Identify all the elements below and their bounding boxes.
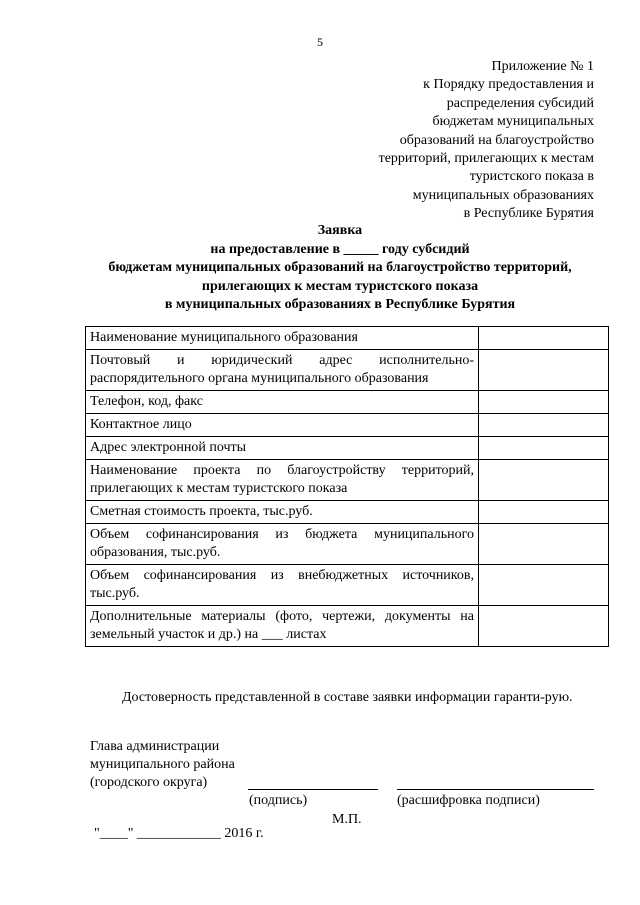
title-line: в муниципальных образованиях в Республике Бурятия	[164, 297, 516, 313]
row-value-extrabudgetary-cofinancing[interactable]	[479, 565, 609, 606]
title-line: на предоставление в _____ году субсидий	[210, 241, 470, 257]
appendix-line: муниципальных образованиях	[412, 187, 594, 203]
row-value-municipality-name[interactable]	[479, 327, 609, 350]
transcript-caption: (расшифровка подписи)	[397, 793, 540, 808]
signer-block	[90, 738, 235, 792]
application-form-table	[85, 326, 609, 647]
row-label-project-name: Наименование проекта по благоустройству территорий, прилегающих к местам туристского показа	[86, 460, 479, 501]
appendix-header	[379, 58, 594, 224]
appendix-line: территорий, прилегающих к местам	[378, 151, 594, 167]
row-label-additional-materials: Дополнительные материалы (фото, чертежи, документы на земельный участок и др.) на ___ листах	[86, 606, 479, 647]
row-label-extrabudgetary-cofinancing: Объем софинансирования из внебюджетных источников, тыс.руб.	[86, 565, 479, 606]
signature-caption: (подпись)	[249, 793, 308, 808]
document-title	[0, 222, 640, 315]
signer-line: (городского округа)	[90, 775, 208, 790]
appendix-line: распределения субсидий	[446, 95, 594, 111]
stamp-placeholder: М.П.	[332, 812, 362, 827]
date-line: "____" ____________ 2016 г.	[94, 826, 264, 841]
signature-transcript-line[interactable]	[397, 789, 594, 790]
signer-line: Глава администрации	[90, 739, 220, 754]
row-label-municipal-cofinancing: Объем софинансирования из бюджета муниципального образования, тыс.руб.	[86, 524, 479, 565]
row-value-project-name[interactable]	[479, 460, 609, 501]
table-row	[86, 327, 609, 350]
row-label-phone: Телефон, код, факс	[86, 391, 479, 414]
table-row	[86, 460, 609, 501]
signature-line[interactable]	[248, 789, 378, 790]
appendix-line: в Республике Бурятия	[463, 206, 594, 222]
title-line: Заявка	[317, 223, 363, 238]
title-line: прилегающих к местам туристского показа	[201, 278, 479, 294]
table-row	[86, 414, 609, 437]
table-row	[86, 501, 609, 524]
appendix-line: бюджетам муниципальных	[432, 114, 594, 130]
reliability-statement-text: Достоверность представленной в составе заявки информации гаранти-рую.	[122, 690, 573, 705]
table-row	[86, 391, 609, 414]
row-label-municipality-name: Наименование муниципального образования	[86, 327, 479, 350]
row-value-phone[interactable]	[479, 391, 609, 414]
signer-line: муниципального района	[90, 757, 235, 772]
row-value-contact-person[interactable]	[479, 414, 609, 437]
reliability-statement	[90, 688, 598, 708]
appendix-line: к Порядку предоставления и	[423, 77, 594, 93]
row-value-municipal-cofinancing[interactable]	[479, 524, 609, 565]
appendix-line: образований на благоустройство	[399, 132, 594, 148]
table-row	[86, 565, 609, 606]
row-label-estimated-cost: Сметная стоимость проекта, тыс.руб.	[86, 501, 479, 524]
page-number: 5	[317, 35, 323, 49]
table-row	[86, 350, 609, 391]
row-label-email: Адрес электронной почты	[86, 437, 479, 460]
appendix-line: Приложение № 1	[491, 59, 594, 74]
table-row	[86, 606, 609, 647]
row-label-contact-person: Контактное лицо	[86, 414, 479, 437]
row-value-estimated-cost[interactable]	[479, 501, 609, 524]
row-value-address[interactable]	[479, 350, 609, 391]
title-line: бюджетам муниципальных образований на благоустройство территорий,	[108, 260, 572, 276]
table-row	[86, 524, 609, 565]
appendix-line: туристского показа в	[469, 169, 594, 185]
table-row	[86, 437, 609, 460]
row-value-email[interactable]	[479, 437, 609, 460]
row-value-additional-materials[interactable]	[479, 606, 609, 647]
row-label-address: Почтовый и юридический адрес исполнительно-распорядительного органа муниципального образования	[86, 350, 479, 391]
